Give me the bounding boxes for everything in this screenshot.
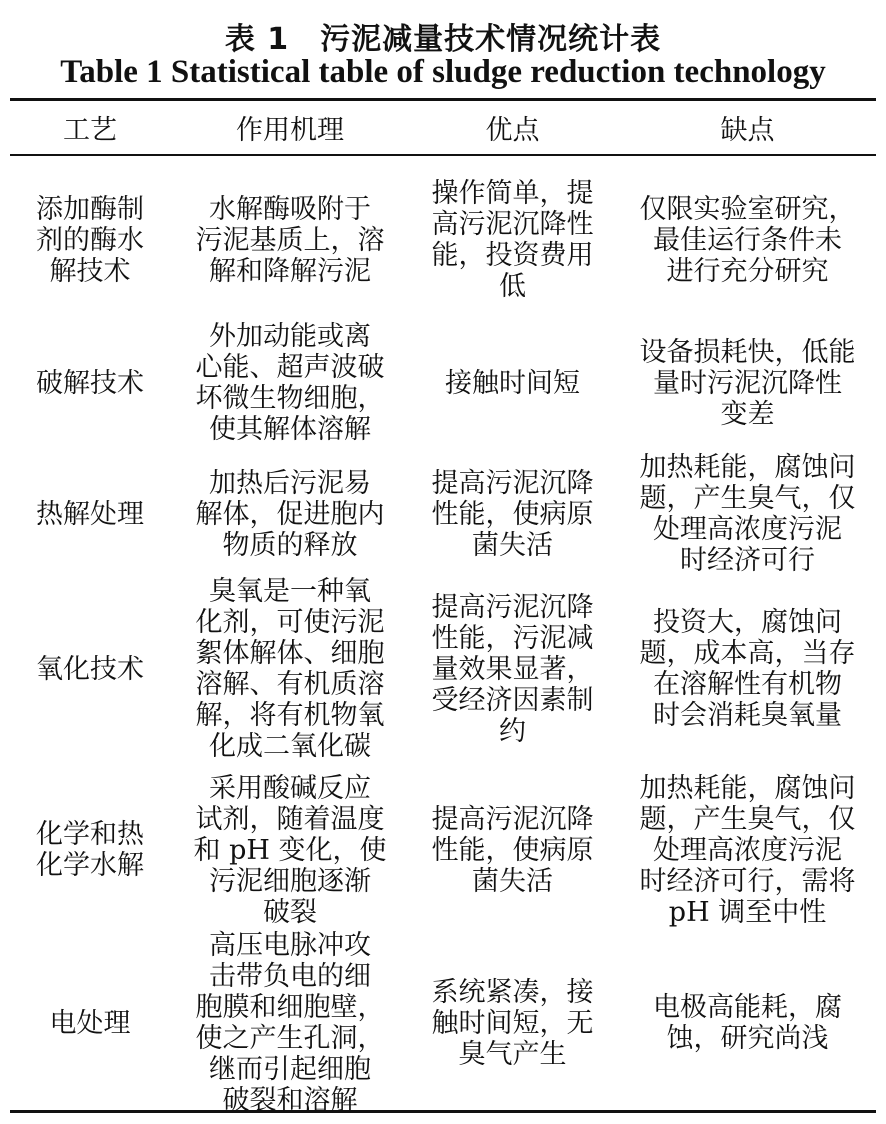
cell-advantages: 提高污泥沉降 性能，使病原 菌失活 [431,803,594,897]
header-mechanism: 作用机理 [236,114,344,146]
cell-disadvantages: 加热耗能，腐蚀问 题，产生臭气，仅 处理高浓度污泥 时经济可行，需将 pH 调至中性 [639,772,856,928]
table-title-english: Table 1 Statistical table of sludge reduction technology [60,54,826,90]
cell-disadvantages: 电极高能耗，腐 蚀，研究尚浅 [653,992,842,1054]
cell-mechanism: 高压电脉冲攻 击带负电的细 胞膜和细胞壁， 使之产生孔洞， 继而引起细胞 破裂和溶解 [195,930,385,1116]
cell-advantages: 提高污泥沉降 性能，污泥减 量效果显著， 受经济因素制 约 [431,591,594,747]
cell-disadvantages: 仅限实验室研究， 最佳运行条件未 进行充分研究 [639,193,856,287]
cell-process: 添加酶制 剂的酶水 解技术 [36,193,144,287]
table-title-chinese: 表 1 污泥减量技术情况统计表 [224,22,662,57]
cell-process: 破解技术 [36,367,144,399]
table-header-rule [10,154,876,156]
cell-mechanism: 外加动能或离 心能、超声波破 坏微生物细胞， 使其解体溶解 [195,321,385,445]
cell-process: 热解处理 [36,498,144,530]
cell-disadvantages: 设备损耗快，低能 量时污泥沉降性 变差 [639,336,856,430]
header-advantages: 优点 [485,114,540,146]
cell-process: 氧化技术 [36,653,144,685]
cell-mechanism: 水解酶吸附于 污泥基质上，溶 解和降解污泥 [195,193,385,287]
cell-advantages: 提高污泥沉降 性能，使病原 菌失活 [431,467,594,561]
cell-advantages: 操作简单，提 高污泥沉降性 能，投资费用 低 [431,178,594,302]
cell-advantages: 接触时间短 [445,367,580,399]
cell-mechanism: 加热后污泥易 解体，促进胞内 物质的释放 [195,467,385,561]
header-process: 工艺 [63,114,117,146]
cell-process: 化学和热 化学水解 [36,819,144,881]
cell-advantages: 系统紧凑，接 触时间短，无 臭气产生 [431,976,594,1070]
cell-mechanism: 采用酸碱反应 试剂，随着温度 和 pH 变化，使 污泥细胞逐渐 破裂 [193,772,387,928]
cell-process: 电处理 [49,1007,131,1039]
cell-disadvantages: 加热耗能，腐蚀问 题，产生臭气，仅 处理高浓度污泥 时经济可行 [639,452,856,576]
cell-mechanism: 臭氧是一种氧 化剂，可使污泥 絮体解体、细胞 溶解、有机质溶 解，将有机物氧 化成二氧化碳 [195,576,385,762]
header-disadvantages: 缺点 [720,114,775,146]
cell-disadvantages: 投资大，腐蚀问 题，成本高，当存 在溶解性有机物 时会消耗臭氧量 [639,607,856,731]
